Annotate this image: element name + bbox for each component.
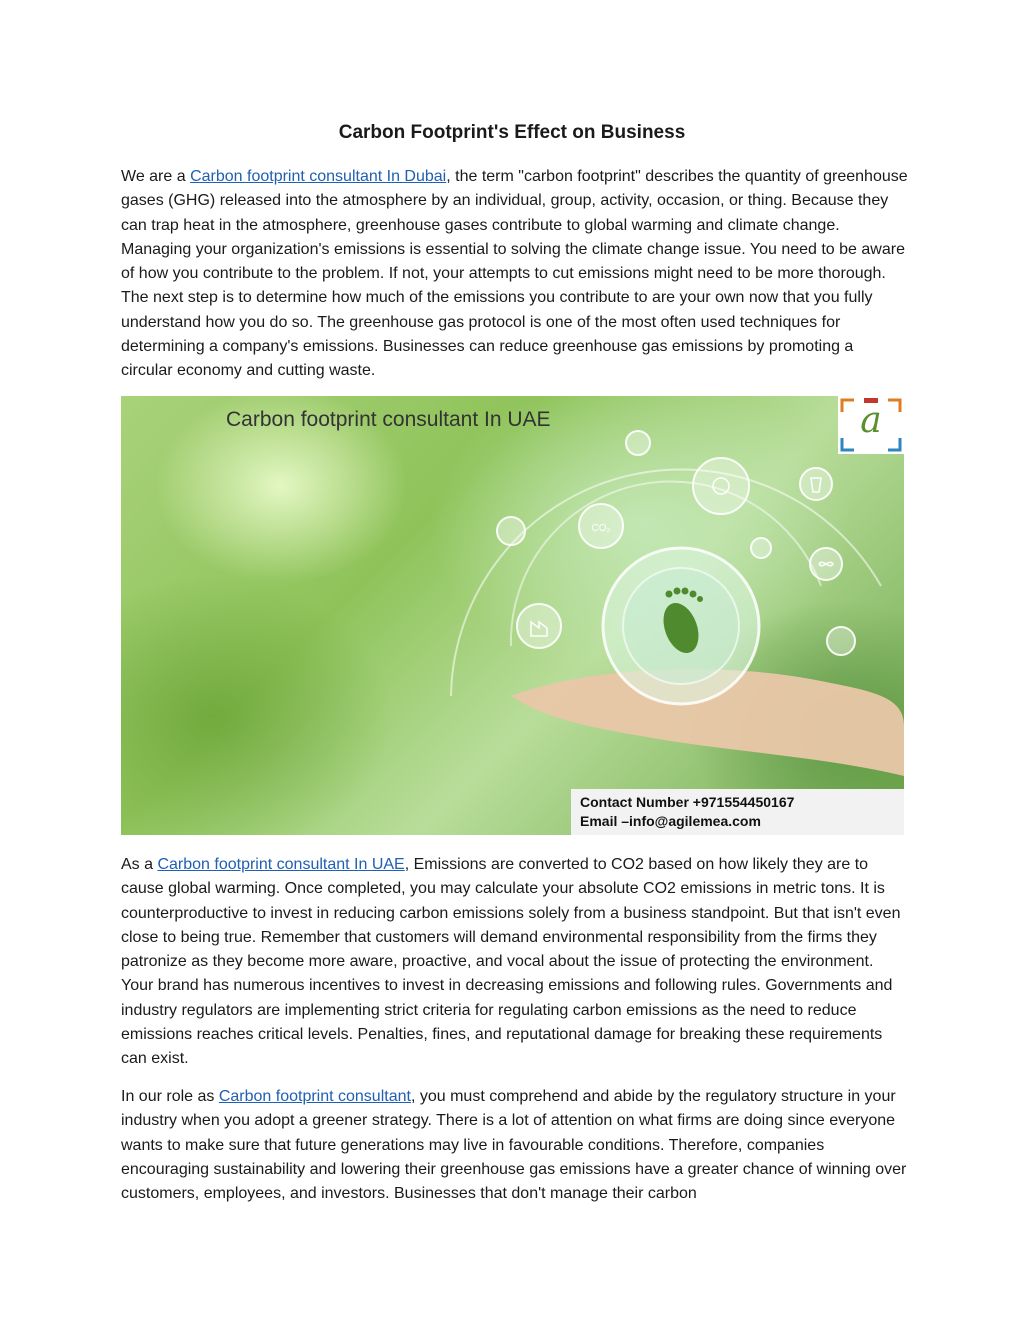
recycle-icon bbox=[693, 458, 749, 514]
link-consultant[interactable]: Carbon footprint consultant bbox=[218, 1088, 411, 1105]
svg-text:CO₂: CO₂ bbox=[591, 523, 611, 534]
hero-illustration bbox=[121, 396, 904, 835]
contact-email: Email –info@agilemea.com bbox=[580, 813, 761, 829]
paragraph-intro bbox=[121, 165, 909, 384]
hero-image bbox=[121, 396, 904, 835]
plant-icon bbox=[827, 627, 855, 655]
hero-caption: Carbon footprint consultant In UAE bbox=[226, 408, 551, 431]
wind-turbine-icon bbox=[751, 538, 771, 558]
paragraph-text: , the term "carbon footprint" describes the quantity of greenhouse gases (GHG) released into the atmosphere by an individual, group, activity, occasion, or thing. Because they can trap heat in the atmosphere, greenhouse gases contribute to global warming and climate change. Managing your organization's emissions is essential to solving the climate change issue. You need to be aware of how you contribute to the problem. If not, your attempts to cut emissions might need to be more thorough. The next step is to determine how much of the emissions you contribute to are your own now that you fully understand how you do so. The greenhouse gas protocol is one of the most often used techniques for determining a company's emissions. Businesses can reduce greenhouse gas emissions by promoting a circular economy and cutting waste. bbox=[121, 168, 908, 380]
paragraph-text: , Emissions are converted to CO2 based on how likely they are to cause global warming. Once completed, you may calculate your absolute CO2 emissions in metric tons. It is counterproductive to invest in reducing carbon emissions solely from a business standpoint. But that isn't even close to being true. Remember that customers will demand environmental responsibility from the firms they patronize as they become more aware, proactive, and vocal about the issue of protecting the environment. Your brand has numerous incentives to invest in decreasing emissions and following rules. Governments and industry regulators are implementing strict criteria for regulating carbon emissions as the need to reduce emissions reaches critical levels. Penalties, fines, and reputational damage for breaking these requirements can exist. bbox=[121, 856, 901, 1068]
paragraph-regulation bbox=[121, 1085, 909, 1206]
paragraph-text: As a bbox=[121, 856, 158, 873]
contact-box bbox=[571, 789, 904, 835]
paragraph-emissions bbox=[121, 853, 909, 1072]
page-title: Carbon Footprint's Effect on Business bbox=[338, 122, 686, 143]
logo-letter: a bbox=[860, 400, 882, 441]
lightbulb-icon bbox=[626, 431, 650, 455]
contact-number: Contact Number +971554450167 bbox=[580, 794, 795, 810]
link-consultant-dubai[interactable]: Carbon footprint consultant In Dubai bbox=[190, 168, 447, 185]
company-logo bbox=[838, 396, 904, 454]
bin-icon bbox=[800, 468, 832, 500]
paragraph-text: , you must comprehend and abide by the regulatory structure in your industry when you adopt a greener strategy. There is a lot of attention on what firms are doing since everyone wants to make sure that future generations may live in favourable conditions. Therefore, companies encouraging sustainability and lowering their greenhouse gas emissions have a greater chance of winning over customers, employees, and investors. Businesses that don't manage their carbon bbox=[121, 1088, 907, 1203]
link-consultant-uae[interactable]: Carbon footprint consultant In UAE bbox=[157, 856, 405, 873]
paragraph-text: In our role as bbox=[121, 1088, 219, 1105]
paragraph-text: We are a bbox=[121, 168, 191, 185]
building-icon bbox=[497, 517, 525, 545]
